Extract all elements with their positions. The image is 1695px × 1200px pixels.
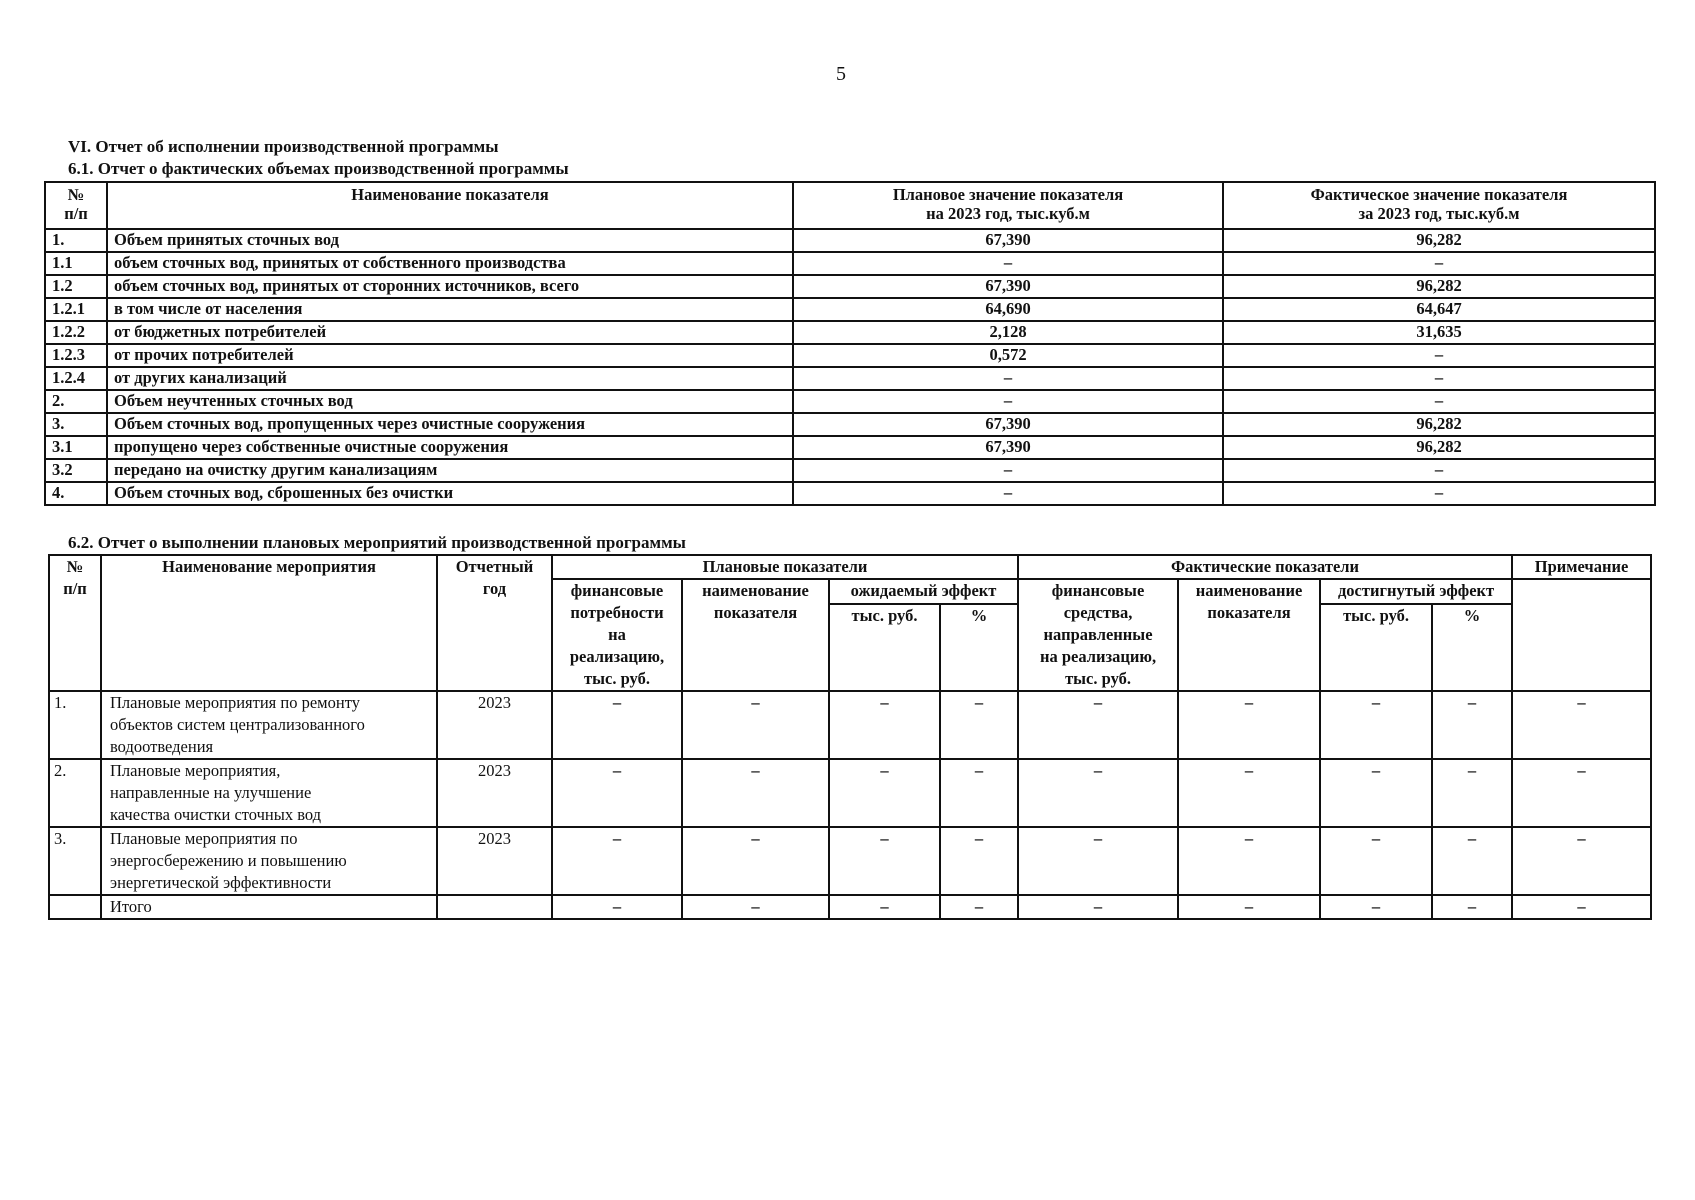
row-fact-pct: – [1432,759,1512,827]
row-fact-pct: – [1432,691,1512,759]
row-fact-rub: – [1320,827,1432,895]
total-plan-rub: – [829,895,940,919]
header-fact-line1: Фактическое значение показателя [1310,185,1568,204]
header-plan-indicator [682,579,829,691]
header-year-line2: год [482,579,507,598]
row-fact-finance: – [1018,827,1178,895]
table-row [49,759,1651,827]
row-fact-indicator: – [1178,691,1320,759]
row-plan-indicator: – [682,759,829,827]
header-plan-indicator-1: наименование [702,581,809,600]
row-plan: 67,390 [793,229,1223,252]
row-num: 1.2 [45,275,107,298]
row-plan: 64,690 [793,298,1223,321]
total-label: Итого [101,895,437,919]
section-title: VI. Отчет об исполнении производственной программы [68,137,499,156]
header-plan-finance [552,579,682,691]
header-fact-finance-5: тыс. руб. [1065,669,1131,688]
header-plan-effect: ожидаемый эффект [829,579,1018,604]
table-row [45,459,1655,482]
total-fact-rub: – [1320,895,1432,919]
subsection-62-title: 6.2. Отчет о выполнении плановых мероприятий производственной программы [68,533,686,552]
row-measure-name-2: энергосбережению и повышению [110,851,347,870]
row-plan-rub: – [829,759,940,827]
row-num: 1. [49,691,101,759]
row-fact: 31,635 [1223,321,1655,344]
row-name: от прочих потребителей [107,344,793,367]
header-num-line2: п/п [63,579,87,598]
row-fact: 96,282 [1223,413,1655,436]
row-fact: – [1223,252,1655,275]
table-row [45,229,1655,252]
row-name: в том числе от населения [107,298,793,321]
row-plan-pct: – [940,827,1018,895]
header-year [437,555,552,691]
total-fact-finance: – [1018,895,1178,919]
row-year: 2023 [437,827,552,895]
header-fact-finance-1: финансовые [1051,581,1145,600]
row-num: 1.2.1 [45,298,107,321]
row-plan: – [793,390,1223,413]
table-row [45,298,1655,321]
row-measure-name-1: Плановые мероприятия, [110,761,281,780]
total-year [437,895,552,919]
header-num [49,555,101,691]
row-plan: – [793,459,1223,482]
row-num: 3.2 [45,459,107,482]
total-plan-pct: – [940,895,1018,919]
header-plan-line1: Плановое значение показателя [892,185,1124,204]
row-name: объем сточных вод, принятых от собственного производства [107,252,793,275]
header-num-line1: № [66,557,84,576]
measures-table [48,554,1652,920]
header-plan-finance-5: тыс. руб. [584,669,650,688]
row-measure-name [101,759,437,827]
row-plan-indicator: – [682,691,829,759]
header-fact-finance-3: направленные [1043,625,1153,644]
row-num: 4. [45,482,107,505]
table-row [45,436,1655,459]
row-plan-finance: – [552,759,682,827]
header-name: Наименование показателя [107,182,793,229]
header-plan-indicator-2: показателя [713,603,798,622]
total-row [49,895,1651,919]
row-num: 1.2.4 [45,367,107,390]
row-num: 3. [45,413,107,436]
row-year: 2023 [437,691,552,759]
header-num-line1: № [67,185,85,204]
row-plan: – [793,482,1223,505]
row-measure-name-1: Плановые мероприятия по [110,829,298,848]
volumes-table-header [45,182,1655,229]
row-measure-name-3: энергетической эффективности [110,873,332,892]
table-row [45,252,1655,275]
volumes-table [44,181,1656,506]
row-note: – [1512,759,1651,827]
row-fact: – [1223,482,1655,505]
total-plan-indicator: – [682,895,829,919]
header-measure-name: Наименование мероприятия [101,555,437,691]
row-fact-pct: – [1432,827,1512,895]
row-plan-indicator: – [682,827,829,895]
row-plan: 0,572 [793,344,1223,367]
row-num: 1.2.2 [45,321,107,344]
header-num [45,182,107,229]
row-fact: 96,282 [1223,436,1655,459]
row-num: 1.1 [45,252,107,275]
total-num [49,895,101,919]
header-fact-finance-2: средства, [1063,603,1133,622]
row-fact: 96,282 [1223,229,1655,252]
row-measure-name-1: Плановые мероприятия по ремонту [110,693,360,712]
row-name: от других канализаций [107,367,793,390]
header-note: Примечание [1512,555,1651,579]
subsection-61-title: 6.1. Отчет о фактических объемах производственной программы [68,159,569,178]
header-plan-finance-4: реализацию, [569,647,665,666]
row-plan-pct: – [940,691,1018,759]
row-name: пропущено через собственные очистные сооружения [107,436,793,459]
header-fact-indicator [1178,579,1320,691]
row-fact: 64,647 [1223,298,1655,321]
header-num-line2: п/п [64,204,88,223]
header-fact-line2: за 2023 год, тыс.куб.м [1358,204,1520,223]
row-plan-rub: – [829,827,940,895]
header-plan [793,182,1223,229]
row-measure-name [101,827,437,895]
total-fact-indicator: – [1178,895,1320,919]
row-measure-name [101,691,437,759]
header-fact-pct: % [1432,604,1512,691]
row-num: 1. [45,229,107,252]
row-plan: – [793,252,1223,275]
row-name: Объем сточных вод, пропущенных через очистные сооружения [107,413,793,436]
row-fact: 96,282 [1223,275,1655,298]
row-fact-finance: – [1018,759,1178,827]
row-name: Объем сточных вод, сброшенных без очистки [107,482,793,505]
row-name: от бюджетных потребителей [107,321,793,344]
row-measure-name-2: объектов систем централизованного [110,715,365,734]
header-fact-finance-4: на реализацию, [1039,647,1157,666]
header-fact-effect: достигнутый эффект [1320,579,1512,604]
table-row [49,827,1651,895]
row-num: 3.1 [45,436,107,459]
row-plan: 67,390 [793,275,1223,298]
row-measure-name-3: качества очистки сточных вод [110,805,322,824]
page-number: 5 [836,63,846,85]
table-row [45,390,1655,413]
row-num: 1.2.3 [45,344,107,367]
total-plan-finance: – [552,895,682,919]
row-measure-name-3: водоотведения [110,737,214,756]
header-fact-indicator-1: наименование [1195,581,1303,600]
row-name: Объем принятых сточных вод [107,229,793,252]
row-plan: – [793,367,1223,390]
row-name: объем сточных вод, принятых от сторонних источников, всего [107,275,793,298]
row-fact-indicator: – [1178,759,1320,827]
row-plan-rub: – [829,691,940,759]
row-plan-finance: – [552,691,682,759]
row-plan: 67,390 [793,436,1223,459]
table-row [45,482,1655,505]
header-plan-line2: на 2023 год, тыс.куб.м [926,204,1090,223]
row-num: 2. [45,390,107,413]
table-row [45,321,1655,344]
row-name: Объем неучтенных сточных вод [107,390,793,413]
row-fact: – [1223,344,1655,367]
header-plan-finance-3: на [608,625,626,644]
header-year-line1: Отчетный [455,557,534,576]
header-planned: Плановые показатели [552,555,1018,579]
row-note: – [1512,827,1651,895]
header-fact-finance [1018,579,1178,691]
row-plan-pct: – [940,759,1018,827]
row-measure-name-2: направленные на улучшение [110,783,312,802]
row-plan: 67,390 [793,413,1223,436]
total-fact-pct: – [1432,895,1512,919]
table-row [45,275,1655,298]
row-fact-indicator: – [1178,827,1320,895]
row-fact: – [1223,367,1655,390]
header-note-empty [1512,579,1651,691]
row-fact: – [1223,459,1655,482]
row-fact-rub: – [1320,691,1432,759]
row-num: 3. [49,827,101,895]
header-plan-finance-1: финансовые [570,581,664,600]
row-year: 2023 [437,759,552,827]
row-fact-finance: – [1018,691,1178,759]
header-plan-pct: % [940,604,1018,691]
row-fact-rub: – [1320,759,1432,827]
row-name: передано на очистку другим канализациям [107,459,793,482]
table-row [45,413,1655,436]
row-plan: 2,128 [793,321,1223,344]
header-fact-indicator-2: показателя [1207,603,1291,622]
row-plan-finance: – [552,827,682,895]
header-fact-rub: тыс. руб. [1320,604,1432,691]
measures-header-row-1 [49,555,1651,579]
table-row [45,367,1655,390]
header-plan-finance-2: потребности [570,603,664,622]
row-fact: – [1223,390,1655,413]
row-num: 2. [49,759,101,827]
header-actual: Фактические показатели [1018,555,1512,579]
header-plan-rub: тыс. руб. [829,604,940,691]
total-note: – [1512,895,1651,919]
table-row [49,691,1651,759]
header-fact [1223,182,1655,229]
row-note: – [1512,691,1651,759]
table-row [45,344,1655,367]
